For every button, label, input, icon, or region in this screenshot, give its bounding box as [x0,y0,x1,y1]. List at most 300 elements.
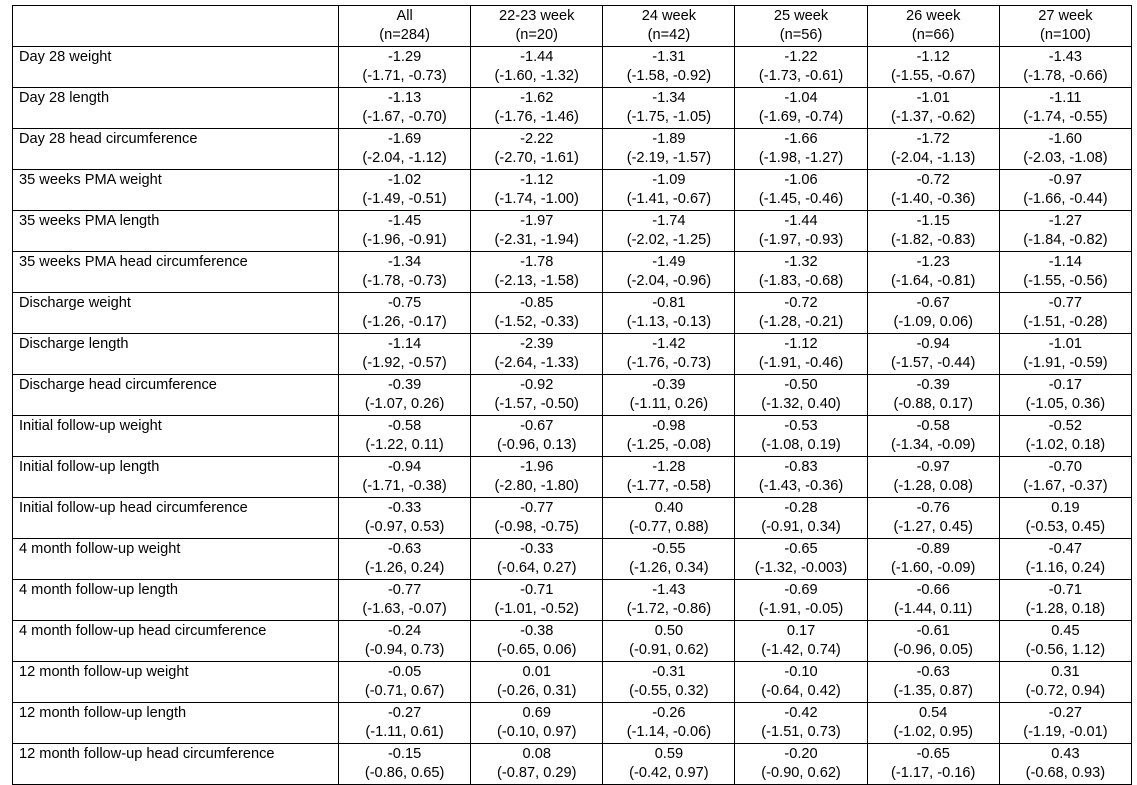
data-cell [471,580,603,621]
range-value: (-1.35, 0.87) [893,683,973,699]
median-value: -0.38 [520,623,554,639]
median-value: -0.27 [387,705,422,721]
data-cell [999,744,1131,785]
range-value: (-0.64, 0.27) [496,560,577,576]
median-value: -0.70 [1048,459,1083,475]
range-value: (-1.28, 0.18) [1025,601,1106,617]
range-value: (-0.96, 0.13) [496,437,577,453]
data-cell [735,703,867,744]
median-value: -1.04 [784,90,818,106]
median-value: -1.96 [520,459,554,475]
data-cell [735,621,867,662]
median-value: -0.81 [652,295,686,311]
median-value: -1.23 [916,254,950,270]
range-value: (-1.64, -0.81) [891,273,976,289]
data-cell [471,662,603,703]
data-cell [471,416,603,457]
column-count: (n=100) [1040,27,1091,43]
range-value: (-1.63, -0.07) [362,601,447,617]
data-cell [867,498,999,539]
range-value: (-2.70, -1.61) [494,150,579,166]
median-value: -0.89 [916,541,950,557]
row-label: Initial follow-up head circumference [13,498,339,539]
data-cell [999,703,1131,744]
range-value: (-1.05, 0.36) [1025,396,1106,412]
data-cell [603,375,735,416]
median-value: -0.77 [1048,295,1083,311]
data-cell [999,621,1131,662]
median-value: -0.67 [916,295,950,311]
data-cell [471,375,603,416]
data-cell [339,334,471,375]
data-cell [999,662,1131,703]
data-cell [867,293,999,334]
median-value: -1.12 [916,49,950,65]
range-value: (-0.90, 0.62) [761,765,841,781]
median-value: -1.14 [387,336,422,352]
median-value: -0.20 [784,746,818,762]
range-value: (-1.72, -0.86) [626,601,712,617]
data-cell [735,170,867,211]
range-value: (-1.97, -0.93) [758,232,844,248]
data-cell [339,252,471,293]
table-row [13,416,1132,457]
range-value: (-0.56, 1.12) [1025,642,1106,658]
median-value: -0.28 [784,500,818,516]
column-header [471,6,603,47]
data-cell [471,621,603,662]
median-value: 0.59 [654,746,684,762]
table-header [13,6,1132,47]
median-value: -0.97 [916,459,950,475]
range-value: (-1.01, -0.52) [494,601,579,617]
data-cell [339,539,471,580]
row-label: 12 month follow-up length [13,703,339,744]
range-value: (-1.26, -0.17) [362,314,447,330]
range-value: (-2.13, -1.58) [494,273,579,289]
data-cell [471,293,603,334]
data-cell [735,498,867,539]
median-value: -1.14 [1048,254,1083,270]
range-value: (-1.55, -0.56) [1023,273,1108,289]
table-row [13,88,1132,129]
column-count: (n=56) [779,27,823,43]
median-value: -0.71 [1048,582,1083,598]
table-row [13,621,1132,662]
data-cell [603,457,735,498]
median-value: 0.01 [522,664,551,680]
data-cell [603,129,735,170]
range-value: (-1.26, 0.34) [629,560,709,576]
median-value: -0.98 [652,418,686,434]
row-label: Day 28 length [13,88,339,129]
table-row [13,703,1132,744]
data-cell [339,129,471,170]
median-value: -1.02 [387,172,422,188]
column-label: 22-23 week [499,8,575,24]
data-cell [999,129,1131,170]
median-value: -0.65 [784,541,818,557]
range-value: (-2.03, -1.08) [1023,150,1108,166]
median-value: -1.31 [652,49,686,65]
median-value: -0.15 [387,746,422,762]
data-cell [867,457,999,498]
median-value: -0.26 [652,705,686,721]
median-value: -1.01 [916,90,950,106]
median-value: -0.71 [520,582,554,598]
median-value: -1.15 [916,213,950,229]
data-cell [867,416,999,457]
data-cell [603,539,735,580]
data-cell [867,47,999,88]
range-value: (-1.22, 0.11) [365,437,444,453]
range-value: (-0.42, 0.97) [629,765,709,781]
data-cell [867,662,999,703]
median-value: -1.06 [784,172,818,188]
median-value: -0.94 [387,459,422,475]
column-header [339,6,471,47]
column-count: (n=66) [911,27,955,43]
range-value: (-1.40, -0.36) [891,191,976,207]
median-value: -0.10 [784,664,818,680]
median-value: -0.66 [916,582,950,598]
data-cell [867,580,999,621]
range-value: (-1.74, -1.00) [494,191,579,207]
range-value: (-1.42, 0.74) [761,642,841,658]
range-value: (-0.97, 0.53) [364,519,445,535]
range-value: (-2.02, -1.25) [626,232,712,248]
median-value: -0.77 [520,500,554,516]
table-row [13,293,1132,334]
range-value: (-0.55, 0.32) [629,683,709,699]
range-value: (-1.66, -0.44) [1023,191,1108,207]
data-cell [603,170,735,211]
data-cell [867,744,999,785]
median-value: 0.08 [522,746,551,762]
data-cell [867,334,999,375]
data-cell [867,129,999,170]
range-value: (-1.19, -0.01) [1023,724,1108,740]
data-cell [603,211,735,252]
median-value: -1.44 [520,49,554,65]
median-value: -0.42 [784,705,818,721]
range-value: (-1.32, -0.003) [754,560,848,576]
median-value: -1.89 [652,131,686,147]
data-cell [735,334,867,375]
row-label: 12 month follow-up weight [13,662,339,703]
range-value: (-1.91, -0.59) [1023,355,1108,371]
range-value: (-2.19, -1.57) [626,150,712,166]
table-row [13,580,1132,621]
range-value: (-1.58, -0.92) [626,68,712,84]
median-value: -0.53 [784,418,818,434]
median-value: -1.97 [520,213,554,229]
median-value: -1.74 [652,213,686,229]
range-value: (-2.04, -0.96) [626,273,712,289]
range-value: (-2.80, -1.80) [494,478,579,494]
median-value: -1.34 [387,254,422,270]
range-value: (-1.76, -1.46) [494,109,579,125]
range-value: (-2.64, -1.33) [494,355,579,371]
range-value: (-0.72, 0.94) [1025,683,1106,699]
data-cell [603,88,735,129]
range-value: (-1.78, -0.66) [1023,68,1108,84]
data-cell [999,539,1131,580]
table-row [13,744,1132,785]
median-value: -1.62 [520,90,554,106]
median-value: -0.39 [652,377,686,393]
range-value: (-1.69, -0.74) [758,109,844,125]
range-value: (-1.45, -0.46) [758,191,844,207]
data-cell [471,457,603,498]
table-body [13,47,1132,785]
column-label: 26 week [906,8,961,24]
median-value: -0.85 [520,295,554,311]
median-value: -0.39 [916,377,950,393]
range-value: (-1.44, 0.11) [893,601,973,617]
range-value: (-0.77, 0.88) [629,519,709,535]
range-value: (-1.28, -0.21) [758,314,844,330]
data-cell [339,88,471,129]
data-cell [735,539,867,580]
data-cell [999,498,1131,539]
data-cell [339,375,471,416]
range-value: (-1.26, 0.24) [364,560,445,576]
data-cell [867,170,999,211]
median-value: 0.31 [1051,664,1080,680]
data-cell [603,621,735,662]
data-cell [471,334,603,375]
column-count: (n=284) [379,27,430,43]
range-value: (-1.91, -0.46) [758,355,844,371]
row-label: Discharge length [13,334,339,375]
data-cell [471,170,603,211]
row-label: 12 month follow-up head circumference [13,744,339,785]
data-cell [735,293,867,334]
header-corner-cell [13,6,339,47]
data-cell [999,416,1131,457]
range-value: (-1.71, -0.73) [362,68,447,84]
median-value: -0.92 [520,377,554,393]
data-cell [735,744,867,785]
range-value: (-2.04, -1.13) [891,150,976,166]
median-value: 0.45 [1051,623,1080,639]
data-cell [867,88,999,129]
range-value: (-1.78, -0.73) [362,273,447,289]
data-cell [603,662,735,703]
data-cell [735,47,867,88]
median-value: -0.17 [1048,377,1083,393]
median-value: -1.32 [784,254,818,270]
range-value: (-1.67, -0.37) [1023,478,1108,494]
median-value: -1.12 [784,336,818,352]
median-value: -1.42 [652,336,686,352]
data-cell [471,129,603,170]
range-value: (-1.14, -0.06) [626,724,712,740]
data-cell [471,539,603,580]
median-value: -1.22 [784,49,818,65]
median-value: -0.47 [1048,541,1083,557]
range-value: (-1.57, -0.44) [891,355,976,371]
range-value: (-1.77, -0.58) [626,478,712,494]
z-score-table [12,5,1132,785]
table-row [13,211,1132,252]
table-row [13,375,1132,416]
data-cell [735,252,867,293]
range-value: (-1.84, -0.82) [1023,232,1108,248]
median-value: -0.72 [784,295,818,311]
range-value: (-1.25, -0.08) [626,437,712,453]
data-cell [603,498,735,539]
median-value: -0.39 [387,377,422,393]
row-label: 35 weeks PMA head circumference [13,252,339,293]
range-value: (-1.51, -0.28) [1023,314,1108,330]
column-label: All [396,8,413,24]
range-value: (-1.17, -0.16) [891,765,976,781]
median-value: 0.40 [654,500,684,516]
data-cell [867,375,999,416]
range-value: (-1.07, 0.26) [364,396,445,412]
range-value: (-1.02, 0.95) [893,724,973,740]
range-value: (-1.34, -0.09) [891,437,976,453]
median-value: -0.58 [916,418,950,434]
median-value: -1.01 [1048,336,1083,352]
data-cell [339,498,471,539]
range-value: (-1.13, -0.13) [626,314,712,330]
data-cell [735,580,867,621]
table-row [13,47,1132,88]
data-cell [603,47,735,88]
data-cell [999,170,1131,211]
range-value: (-1.32, 0.40) [761,396,841,412]
median-value: -1.27 [1048,213,1083,229]
data-cell [471,88,603,129]
range-value: (-1.71, -0.38) [362,478,447,494]
data-cell [339,662,471,703]
range-value: (-0.98, -0.75) [494,519,579,535]
median-value: -1.66 [784,131,818,147]
table-row [13,539,1132,580]
range-value: (-0.26, 0.31) [496,683,577,699]
median-value: -1.12 [520,172,554,188]
median-value: -0.67 [520,418,554,434]
data-cell [603,416,735,457]
table-row [13,457,1132,498]
range-value: (-0.64, 0.42) [761,683,841,699]
range-value: (-0.91, 0.62) [629,642,709,658]
range-value: (-0.87, 0.29) [496,765,577,781]
data-cell [339,47,471,88]
data-cell [735,129,867,170]
data-cell [867,539,999,580]
row-label: 35 weeks PMA weight [13,170,339,211]
row-label: 4 month follow-up weight [13,539,339,580]
range-value: (-1.09, 0.06) [893,314,973,330]
range-value: (-1.83, -0.68) [758,273,844,289]
range-value: (-1.11, 0.26) [629,396,709,412]
median-value: 0.50 [654,623,684,639]
median-value: -0.33 [520,541,554,557]
range-value: (-0.86, 0.65) [364,765,445,781]
median-value: -0.63 [387,541,422,557]
data-cell [999,47,1131,88]
data-cell [603,334,735,375]
range-value: (-1.51, 0.73) [761,724,841,740]
data-cell [999,580,1131,621]
range-value: (-0.96, 0.05) [893,642,973,658]
data-cell [999,88,1131,129]
range-value: (-2.31, -1.94) [494,232,579,248]
data-cell [999,252,1131,293]
data-cell [471,47,603,88]
column-header [735,6,867,47]
median-value: -1.44 [784,213,818,229]
median-value: -1.72 [916,131,950,147]
median-value: -1.78 [520,254,554,270]
median-value: -0.72 [916,172,950,188]
median-value: 0.19 [1051,500,1080,516]
median-value: -1.28 [652,459,686,475]
range-value: (-0.53, 0.45) [1025,519,1106,535]
table-row [13,334,1132,375]
column-label: 25 week [773,8,829,24]
data-cell [735,457,867,498]
median-value: -1.69 [387,131,422,147]
range-value: (-1.82, -0.83) [891,232,976,248]
range-value: (-1.98, -1.27) [758,150,844,166]
range-value: (-1.91, -0.05) [758,601,844,617]
range-value: (-0.94, 0.73) [364,642,445,658]
range-value: (-1.96, -0.91) [362,232,447,248]
row-label: 4 month follow-up length [13,580,339,621]
median-value: 0.54 [919,705,948,721]
row-label: Day 28 weight [13,47,339,88]
median-value: -1.60 [1048,131,1083,147]
data-cell [999,211,1131,252]
range-value: (-0.68, 0.93) [1025,765,1106,781]
data-cell [471,744,603,785]
median-value: -0.61 [916,623,950,639]
median-value: -0.69 [784,582,818,598]
data-cell [603,293,735,334]
data-cell [867,252,999,293]
range-value: (-1.57, -0.50) [494,396,579,412]
median-value: -0.77 [387,582,422,598]
column-count: (n=42) [647,27,691,43]
data-cell [339,416,471,457]
data-cell [339,293,471,334]
range-value: (-1.73, -0.61) [758,68,844,84]
data-cell [867,211,999,252]
range-value: (-1.43, -0.36) [758,478,844,494]
median-value: -0.75 [387,295,422,311]
data-cell [339,703,471,744]
range-value: (-1.67, -0.70) [362,109,447,125]
median-value: -0.65 [916,746,950,762]
data-cell [603,744,735,785]
data-cell [339,621,471,662]
data-cell [735,416,867,457]
column-header [999,6,1131,47]
table-row [13,129,1132,170]
header-row [13,6,1132,47]
data-cell [999,457,1131,498]
median-value: -1.45 [387,213,422,229]
data-cell [735,375,867,416]
column-label: 24 week [641,8,697,24]
median-value: -0.27 [1048,705,1083,721]
data-cell [339,580,471,621]
